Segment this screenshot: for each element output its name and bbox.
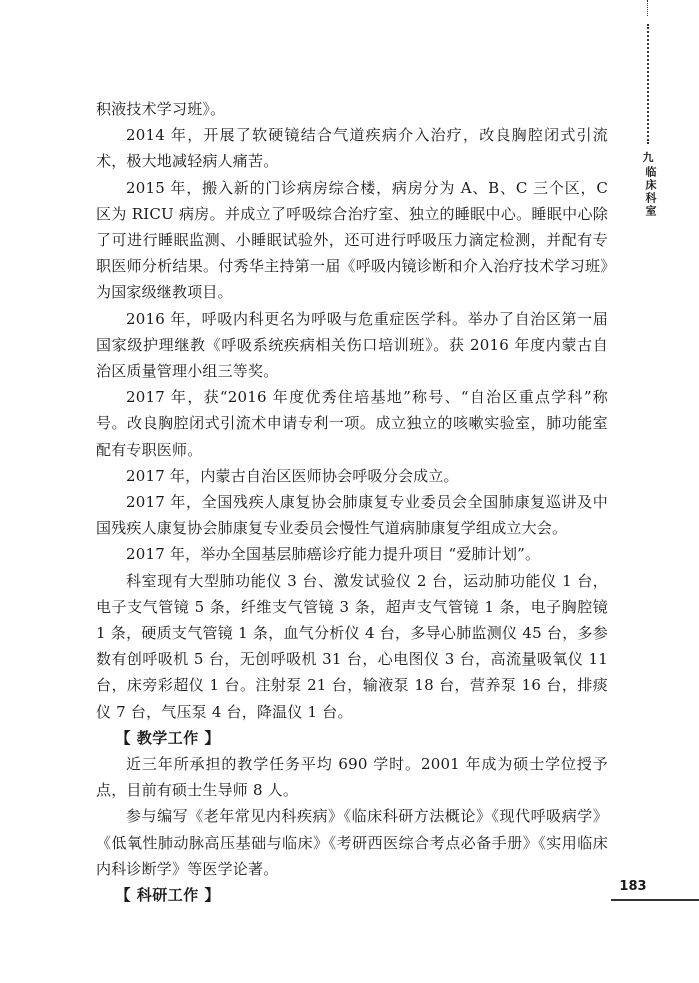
- page-number: 183: [619, 879, 647, 894]
- paragraph: 2017 年，全国残疾人康复协会肺康复专业委员会全国肺康复巡讲及中国残疾人康复协会肺康复专业委员会慢性气道病肺康复学组成立大会。: [96, 493, 608, 538]
- page-body: [96, 96, 608, 908]
- paragraph: 2016 年，呼吸内科更名为呼吸与危重症医学科。举办了自治区第一届国家级护理继教《呼吸系统疾病相关伤口培训班》。获 2016 年度内蒙古自治区质量管理小组三等奖。: [96, 309, 608, 381]
- paragraph: 近三年所承担的教学任务平均 690 学时。2001 年成为硕士学位授予点，目前有硕士生导师 8 人。: [96, 755, 608, 800]
- paragraph: 积液技术学习班》。: [96, 100, 226, 118]
- side-dotted-rule: [647, 24, 649, 144]
- side-rule-top: [647, 0, 648, 16]
- paragraph: 2017 年，获“2016 年度优秀住培基地”称号、“自治区重点学科”称号。改良胸腔闭式引流术申请专利一项。成立独立的咳嗽实验室，肺功能室配有专职医师。: [96, 388, 608, 459]
- paragraph: 2014 年，开展了软硬镜结合气道疾病介入治疗，改良胸腔闭式引流术，极大地减轻病人痛苦。: [96, 126, 608, 171]
- paragraph: 科室现有大型肺功能仪 3 台、激发试验仪 2 台，运动肺功能仪 1 台，电子支气管镜 5 条，纤维支气管镜 3 条，超声支气管镜 1 条，电子胸腔镜 1 条，硬质支气管镜 1 条，血气分析仪 4 台，多导心肺监测仪 45 台，多参数有创呼吸机 5 台，无创呼吸机 31 台，心电图仪 3 台，高流量吸氧仪 11 台，床旁彩超仪 1 台。注射泵 21 台，输液泵 18 台，营养泵 16 台，排痰仪 7 台，气压泵 4 台，降温仪 1 台。: [96, 571, 608, 721]
- chapter-title: 临床科室: [644, 166, 657, 218]
- chapter-number: 九: [642, 151, 654, 164]
- paragraph: 2017 年，举办全国基层肺癌诊疗能力提升项目 “爱肺计划”。: [126, 545, 541, 564]
- paragraph: 参与编写《老年常见内科疾病》《临床科研方法概论》《现代呼吸病学》《低氧性肺动脉高压基础与临床》《考研西医综合考点必备手册》《实用临床内科诊断学》等医学论著。: [96, 807, 608, 878]
- paragraph: 2015 年，搬入新的门诊病房综合楼，病房分为 A、B、C 三个区，C 区为 RICU 病房。并成立了呼吸综合治疗室、独立的睡眠中心。睡眠中心除了可进行睡眠监测、小睡眠试验外，还可进行呼吸压力滴定检测，并配有专职医师分析结果。付秀华主持第一届《呼吸内镜诊断和介入治疗技术学习班》为国家级继教项目。: [96, 178, 608, 302]
- page-number-rule: [611, 899, 699, 901]
- section-heading-teaching: 【 教学工作 】: [115, 728, 220, 747]
- paragraph: 2017 年，内蒙古自治区医师协会呼吸分会成立。: [126, 466, 459, 485]
- section-heading-research: 【 科研工作 】: [115, 886, 220, 905]
